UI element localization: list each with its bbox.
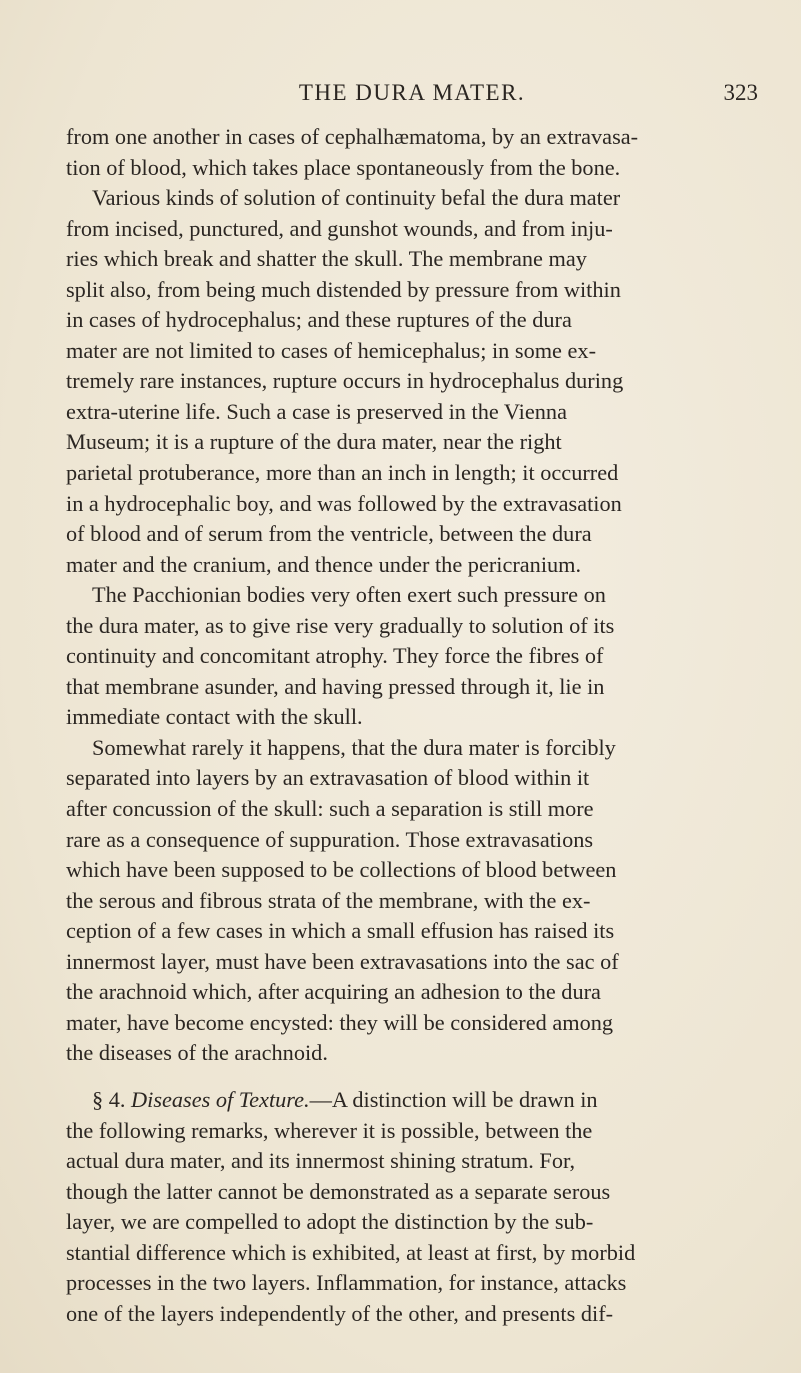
- text-line: in a hydrocephalic boy, and was followed by the extravasation: [66, 490, 622, 516]
- section-4: [66, 1085, 758, 1329]
- text-line: mater are not limited to cases of hemicephalus; in some ex-: [66, 337, 596, 363]
- text-line: which have been supposed to be collections of blood between: [66, 857, 617, 883]
- section-heading: Diseases of Texture.: [131, 1086, 310, 1112]
- text-run: —A distinction will be drawn in: [309, 1086, 598, 1112]
- text-line: tion of blood, which takes place spontaneously from the bone.: [66, 154, 621, 180]
- text-line: separated into layers by an extravasation of blood within it: [66, 765, 590, 791]
- text-line: the diseases of the arachnoid.: [66, 1040, 328, 1066]
- text-line: tremely rare instances, rupture occurs in hydrocephalus during: [66, 368, 624, 394]
- text-line: from incised, punctured, and gunshot wounds, and from inju-: [66, 215, 613, 241]
- text-line: the dura mater, as to give rise very gradually to solution of its: [66, 612, 615, 638]
- text-line: of blood and of serum from the ventricle, between the dura: [66, 521, 592, 547]
- text-line: processes in the two layers. Inflammation, for instance, attacks: [66, 1270, 627, 1296]
- text-line: after concussion of the skull: such a separation is still more: [66, 796, 594, 822]
- text-line: actual dura mater, and its innermost shining stratum. For,: [66, 1148, 576, 1174]
- page-number: 323: [723, 80, 758, 105]
- text-line: stantial difference which is exhibited, at least at first, by morbid: [66, 1239, 636, 1265]
- paragraph-gap: [66, 1069, 758, 1085]
- text-line: ries which break and shatter the skull. The membrane may: [66, 246, 587, 272]
- text-line: one of the layers independently of the other, and presents dif-: [66, 1300, 614, 1326]
- text-line: the serous and fibrous strata of the membrane, with the ex-: [66, 887, 591, 913]
- text-line: ception of a few cases in which a small effusion has raised its: [66, 918, 615, 944]
- running-title: THE DURA MATER.: [298, 80, 526, 105]
- text-line: that membrane asunder, and having pressed through it, lie in: [66, 673, 605, 699]
- text-line: innermost layer, must have been extravasations into the sac of: [66, 948, 619, 974]
- text-line: Museum; it is a rupture of the dura mater, near the right: [66, 429, 562, 455]
- text-line: layer, we are compelled to adopt the distinction by the sub-: [66, 1209, 594, 1235]
- body-text: [66, 122, 758, 1329]
- text-line: Various kinds of solution of continuity befal the dura mater: [92, 185, 621, 211]
- text-line: extra-uterine life. Such a case is preserved in the Vienna: [66, 398, 567, 424]
- text-line: rare as a consequence of suppuration. Those extravasations: [66, 826, 594, 852]
- paragraph-continuation: [66, 122, 758, 1069]
- text-line: immediate contact with the skull.: [66, 704, 363, 730]
- text-line: The Pacchionian bodies very often exert such pressure on: [92, 582, 606, 608]
- text-line: the arachnoid which, after acquiring an adhesion to the dura: [66, 979, 601, 1005]
- text-line: mater and the cranium, and thence under the pericranium.: [66, 551, 582, 577]
- section-number: § 4.: [92, 1086, 126, 1112]
- text-line: continuity and concomitant atrophy. They force the fibres of: [66, 643, 604, 669]
- text-line: though the latter cannot be demonstrated as a separate serous: [66, 1178, 611, 1204]
- text-line: from one another in cases of cephalhæmatoma, by an extravasa-: [66, 124, 639, 149]
- text-line: parietal protuberance, more than an inch in length; it occurred: [66, 460, 619, 486]
- text-line: Somewhat rarely it happens, that the dura mater is forcibly: [92, 734, 616, 760]
- text-line: in cases of hydrocephalus; and these ruptures of the dura: [66, 307, 572, 333]
- text-line: the following remarks, wherever it is possible, between the: [66, 1117, 593, 1143]
- running-head: [66, 78, 758, 108]
- text-line: split also, from being much distended by pressure from within: [66, 276, 621, 302]
- section-4-first-line: [66, 1085, 758, 1116]
- text-line: mater, have become encysted: they will be considered among: [66, 1009, 614, 1035]
